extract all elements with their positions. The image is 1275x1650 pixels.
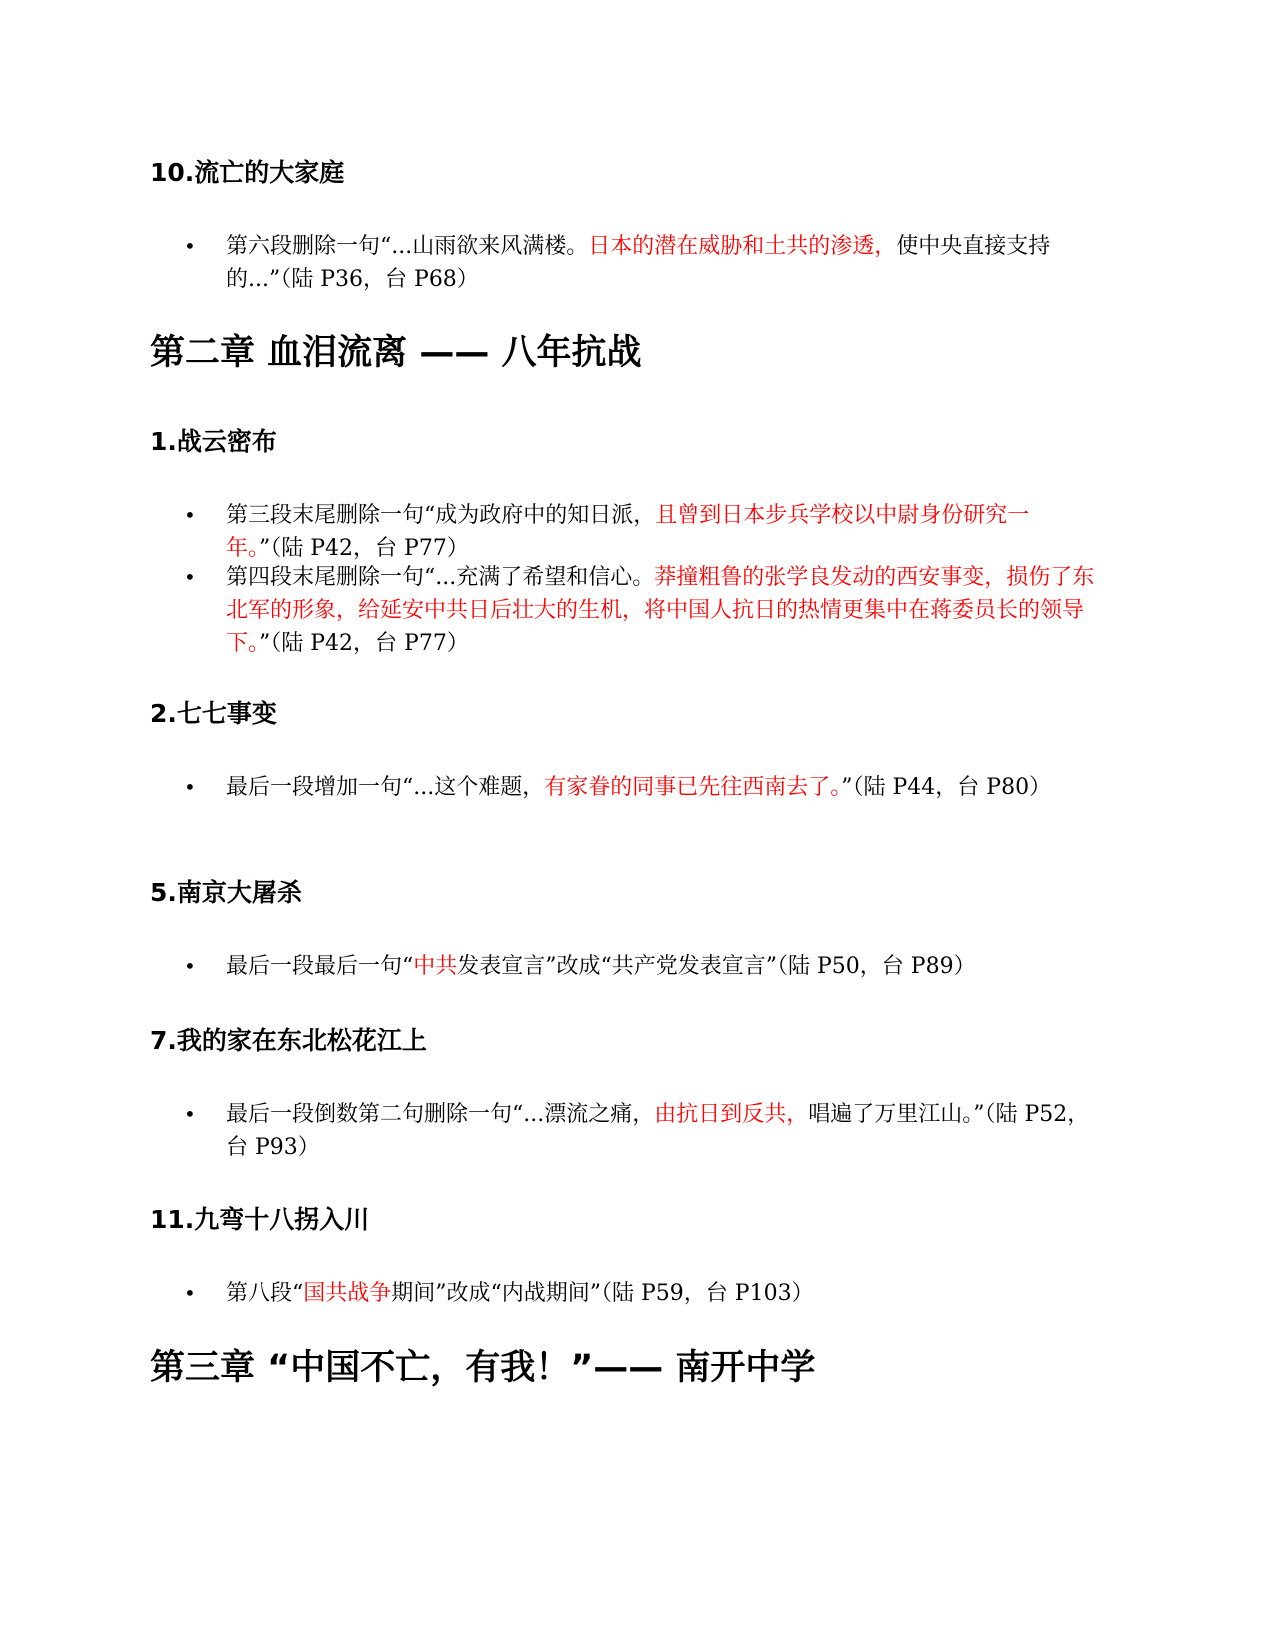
item-text: 使中央直接支持的...”（陆 P36，台 P68）	[226, 234, 1051, 292]
item-text: 最后一段增加一句“...这个难题，	[226, 775, 545, 800]
section-heading: 11.九弯十八拐入川	[150, 1205, 370, 1234]
section-heading: 5.南京大屠杀	[150, 878, 302, 907]
bullet-icon: •	[184, 565, 196, 589]
item-text: 期间”改成“内战期间”（陆 P59，台 P103）	[391, 1281, 814, 1306]
highlighted-text: 由抗日到反共，	[654, 1102, 809, 1127]
bullet-icon: •	[184, 234, 196, 258]
section-heading: 7.我的家在东北松花江上	[150, 1026, 427, 1055]
item-text: 最后一段倒数第二句删除一句“...漂流之痛，	[226, 1102, 655, 1127]
item-text: 第四段末尾删除一句“...充满了希望和信心。	[226, 565, 655, 590]
list-item	[184, 230, 1096, 296]
highlighted-text: 且曾到日本步兵学校以中尉身份研究一年。	[226, 503, 1030, 561]
list-item	[184, 561, 1096, 660]
item-text: 第六段删除一句“...山雨欲来风满楼。	[226, 234, 589, 259]
bullet-icon: •	[184, 503, 196, 527]
item-text: 唱遍了万里江山。”（陆 P52，台 P93）	[226, 1102, 1090, 1160]
highlighted-text: 莽撞粗鲁的张学良发动的西安事变，损伤了东北军的形象，给延安中共日后壮大的生机，将中国人抗日的热情更集中在蒋委员长的领导下。	[226, 565, 1095, 656]
highlighted-text: 日本的潜在威胁和土共的渗透，	[588, 234, 897, 259]
item-text: 第八段“	[226, 1281, 304, 1306]
list-item	[184, 1098, 1096, 1164]
bullet-icon: •	[184, 775, 196, 799]
item-text: 第三段末尾删除一句“成为政府中的知日派，	[226, 503, 656, 528]
bullet-icon: •	[184, 954, 196, 978]
bullet-icon: •	[184, 1281, 196, 1305]
chapter-heading: 第三章 “中国不亡，有我！”—— 南开中学	[150, 1348, 816, 1388]
item-text: 发表宣言”改成“共产党发表宣言”（陆 P50，台 P89）	[457, 954, 976, 979]
item-text: ”（陆 P42，台 P77）	[259, 536, 469, 561]
item-text: 最后一段最后一句“	[226, 954, 414, 979]
bullet-icon: •	[184, 1102, 196, 1126]
section-heading: 1.战云密布	[150, 427, 277, 456]
highlighted-text: 国共战争	[303, 1281, 392, 1306]
list-item	[184, 771, 1096, 804]
list-item	[184, 1277, 1096, 1310]
highlighted-text: 有家眷的同事已先往西南去了。	[544, 775, 842, 800]
item-text: ”（陆 P42，台 P77）	[259, 631, 469, 656]
section-heading: 2.七七事变	[150, 699, 277, 728]
highlighted-text: 中共	[413, 954, 458, 979]
section-heading: 10.流亡的大家庭	[150, 158, 345, 187]
list-item	[184, 950, 1096, 983]
chapter-heading: 第二章 血泪流离 —— 八年抗战	[150, 333, 642, 373]
list-item	[184, 499, 1096, 565]
item-text: ”（陆 P44，台 P80）	[841, 775, 1052, 800]
